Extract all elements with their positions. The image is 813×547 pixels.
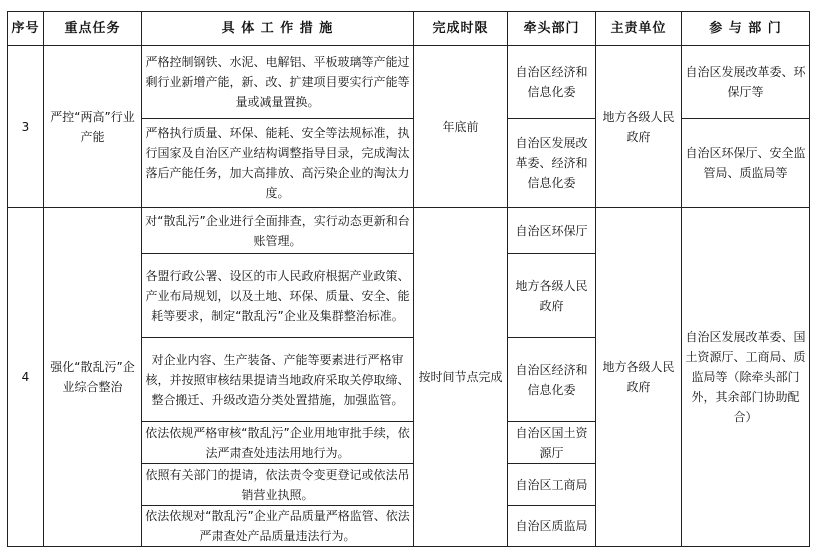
measure-cell: 对企业内容、生产装备、产能等要素进行严格审核，并按照审核结果提请当地政府采取关停取缔、整合搬迁、升级改造分类处置措施，加强监管。: [142, 338, 414, 422]
row-seq-3: 3: [8, 46, 44, 208]
lead-dept-cell: 自治区发展改革委、经济和信息化委: [508, 119, 596, 208]
deadline-4: 按时间节点完成: [414, 208, 508, 547]
header-deadline: 完成时限: [414, 12, 508, 46]
deadline-3: 年底前: [414, 46, 508, 208]
measure-cell: 依法依规严格审核“散乱污”企业用地审批手续，依法严肃查处违法用地行为。: [142, 422, 414, 464]
lead-dept-cell: 自治区国土资源厅: [508, 422, 596, 464]
measure-cell: 依照有关部门的提请，依法责令变更登记或依法吊销营业执照。: [142, 464, 414, 506]
lead-dept-cell: 自治区经济和信息化委: [508, 46, 596, 119]
measure-cell: 严格控制钢铁、水泥、电解铝、平板玻璃等产能过剩行业新增产能，新、改、扩建项目要实行产能等量或减量置换。: [142, 46, 414, 119]
lead-dept-cell: 自治区环保厅: [508, 208, 596, 254]
header-participants: 参 与 部 门: [682, 12, 810, 46]
table-row: [8, 208, 810, 254]
responsible-unit-3: 地方各级人民政府: [596, 46, 682, 208]
responsible-unit-4: 地方各级人民政府: [596, 208, 682, 547]
header-responsible-unit: 主责单位: [596, 12, 682, 46]
task-name-3: 严控“两高”行业产能: [44, 46, 142, 208]
lead-dept-cell: 地方各级人民政府: [508, 254, 596, 338]
measure-cell: 各盟行政公署、设区的市人民政府根据产业政策、产业布局规划，以及土地、环保、质量、安全、能耗等要求，制定“散乱污”企业及集群整治标准。: [142, 254, 414, 338]
header-measures: 具 体 工 作 措 施: [142, 12, 414, 46]
measure-cell: 严格执行质量、环保、能耗、安全等法规标准，执行国家及自治区产业结构调整指导目录，完成淘汰落后产能任务，加大高排放、高污染企业的淘汰力度。: [142, 119, 414, 208]
participants-cell: 自治区发展改革委、国土资源厅、工商局、质监局等（除牵头部门外，其余部门协助配合）: [682, 208, 810, 547]
header-task: 重点任务: [44, 12, 142, 46]
header-seq: 序号: [8, 12, 44, 46]
measure-cell: 对“散乱污”企业进行全面排查，实行动态更新和台账管理。: [142, 208, 414, 254]
table-row: [8, 46, 810, 119]
participants-cell: 自治区发展改革委、环保厅等: [682, 46, 810, 119]
header-row: [8, 12, 810, 46]
row-seq-4: 4: [8, 208, 44, 547]
lead-dept-cell: 自治区工商局: [508, 464, 596, 506]
lead-dept-cell: 自治区质监局: [508, 506, 596, 547]
measure-cell: 依法依规对“散乱污”企业产品质量严格监管、依法严肃查处产品质量违法行为。: [142, 506, 414, 547]
participants-cell: 自治区环保厅、安全监管局、质监局等: [682, 119, 810, 208]
task-table: [7, 11, 810, 547]
task-name-4: 强化“散乱污”企业综合整治: [44, 208, 142, 547]
header-lead-dept: 牵头部门: [508, 12, 596, 46]
lead-dept-cell: 自治区经济和信息化委: [508, 338, 596, 422]
